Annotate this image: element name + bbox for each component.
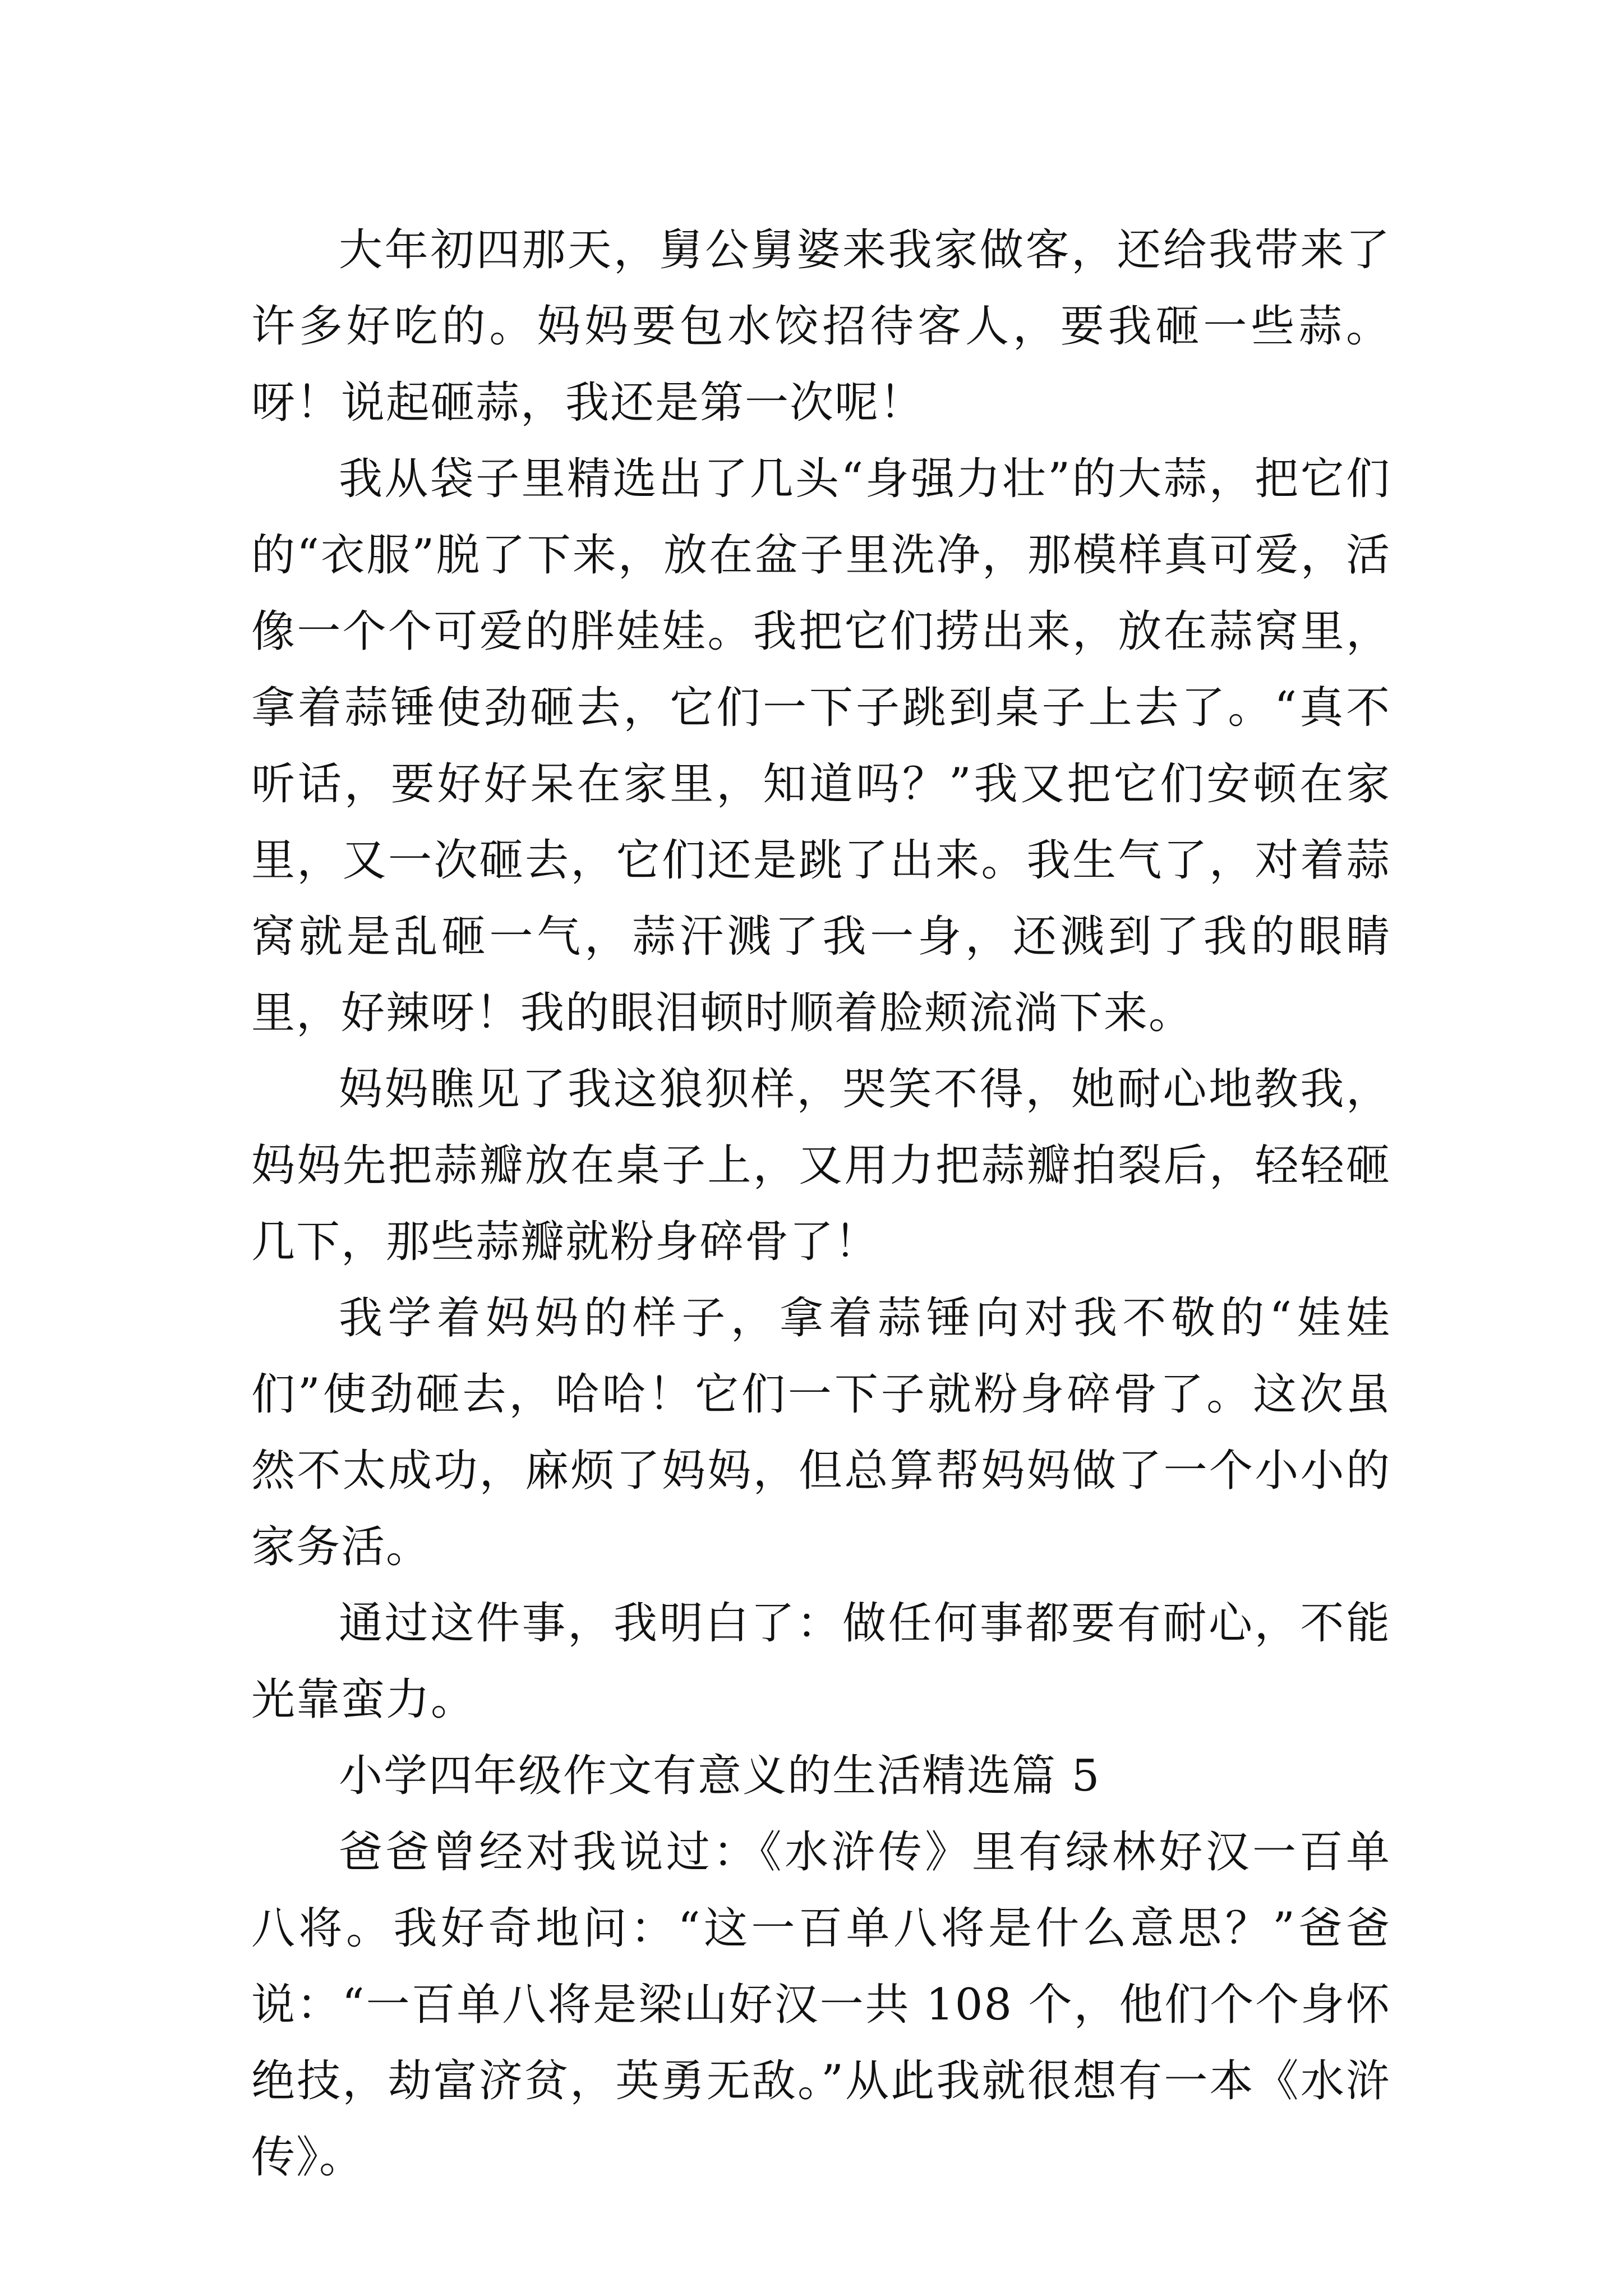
paragraph-1: 大年初四那天，舅公舅婆来我家做客，还给我带来了许多好吃的。妈妈要包水饺招待客人，要我砸一些蒜。呀！说起砸蒜，我还是第一次呢！ <box>251 225 1391 428</box>
document-body <box>251 212 1391 2196</box>
section-heading: 小学四年级作文有意义的生活精选篇 5 <box>339 1751 1101 1801</box>
paragraph-6: 爸爸曾经对我说过：《水浒传》里有绿林好汉一百单八将。我好奇地问：“这一百单八将是什么意思？”爸爸说：“一百单八将是梁山好汉一共 108 个，他们个个身怀绝技，劫富济贫，英勇无敌。”从此我就很想有一本《水浒传》。 <box>251 1827 1391 2183</box>
paragraph-3: 妈妈瞧见了我这狼狈样，哭笑不得，她耐心地教我，妈妈先把蒜瓣放在桌子上，又用力把蒜瓣拍裂后，轻轻砸几下，那些蒜瓣就粉身碎骨了！ <box>251 1064 1391 1267</box>
paragraph-4: 我学着妈妈的样子，拿着蒜锤向对我不敬的“娃娃们”使劲砸去，哈哈！它们一下子就粉身碎骨了。这次虽然不太成功，麻烦了妈妈，但总算帮妈妈做了一个小小的家务活。 <box>251 1293 1391 1572</box>
paragraph-5: 通过这件事，我明白了：做任何事都要有耐心，不能光靠蛮力。 <box>251 1598 1391 1725</box>
paragraph-2: 我从袋子里精选出了几头“身强力壮”的大蒜，把它们的“衣服”脱了下来，放在盆子里洗净，那模样真可爱，活像一个个可爱的胖娃娃。我把它们捞出来，放在蒜窝里，拿着蒜锤使劲砸去，它们一下子跳到桌子上去了。“真不听话，要好好呆在家里，知道吗？”我又把它们安顿在家里，又一次砸去，它们还是跳了出来。我生气了，对着蒜窝就是乱砸一气，蒜汗溅了我一身，还溅到了我的眼睛里，好辣呀！我的眼泪顿时顺着脸颊流淌下来。 <box>251 454 1391 1038</box>
